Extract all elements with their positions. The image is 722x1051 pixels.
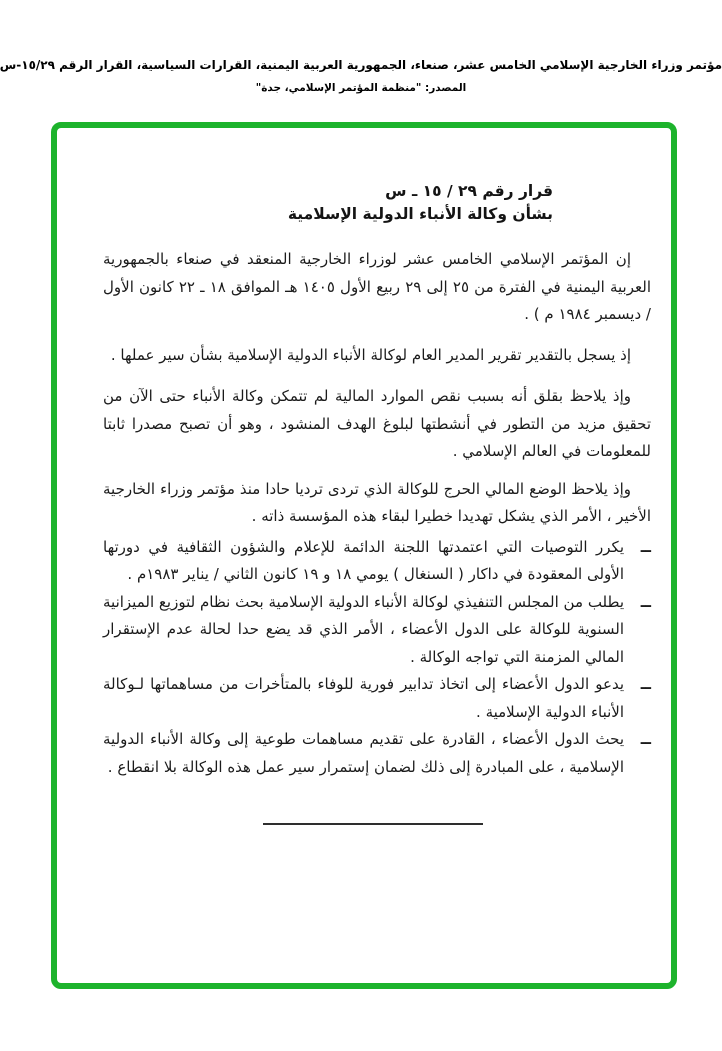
dash-marker: ــ xyxy=(640,675,651,693)
dash-marker: ــ xyxy=(640,730,651,748)
paragraph-preamble: إن المؤتمر الإسلامي الخامس عشر لوزراء الخارجية المنعقد في صنعاء بالجمهورية العربية اليمنية في الفترة من ٢٥ إلى ٢٩ ربيع الأول ١٤٠٥ هـ الموافق ١٨ ـ ٢٢ كانون الأول / ديسمبر ١٩٨٤ م ) . xyxy=(103,250,651,323)
green-scan-frame xyxy=(51,122,677,989)
scan-content xyxy=(57,128,671,983)
resolution-subject-line: بشأن وكالة الأنباء الدولية الإسلامية xyxy=(287,205,553,223)
divider-line xyxy=(263,823,483,825)
list-item-text: يطلب من المجلس التنفيذي لوكالة الأنباء الدولية الإسلامية بحث نظام لتوزيع الميزانية السنوية للوكالة على الدول الأعضاء ، الأمر الذي قد يضع حدا لحالة عدم الإستقرار المالي المزمنة التي تواجه الوكالة . xyxy=(103,592,624,666)
header-citation-line: مؤتمر وزراء الخارجية الإسلامي الخامس عشر، صنعاء، الجمهورية العربية اليمنية، القرارات السياسية، القرار الرقم ٢٩/‏١٥-س xyxy=(0,58,722,72)
dash-marker: ــ xyxy=(640,537,651,556)
paragraph-acknowledgement: إذ يسجل بالتقدير تقرير المدير العام لوكالة الأنباء الدولية الإسلامية بشأن سير عملها . xyxy=(110,345,631,364)
list-item-text: يحث الدول الأعضاء ، القادرة على تقديم مساهمات طوعية إلى وكالة الأنباء الدولية الإسلامية ، على المبادرة إلى ذلك لضمان إستمرار سير عمل هذه الوكالة بلا انقطاع . xyxy=(103,730,624,776)
header-source-line: المصدر: "منظمة المؤتمر الإسلامي، جدة" xyxy=(255,82,467,94)
list-item xyxy=(103,534,651,589)
list-item xyxy=(103,671,651,726)
dash-marker: ــ xyxy=(640,592,651,611)
resolution-title-block xyxy=(103,180,553,226)
list-item xyxy=(103,726,651,781)
document-header xyxy=(0,55,722,96)
list-item-text: يكرر التوصيات التي اعتمدتها اللجنة الدائمة للإعلام والشؤون الثقافية في دورتها الأولى المعقودة في داكار ( السنغال ) يومي ١٨ و ١٩ كانون الثاني / يناير ١٩٨٣م . xyxy=(103,537,624,583)
resolution-number-line: قرار رقم ٢٩ / ١٥ ـ س xyxy=(385,182,553,200)
list-item xyxy=(103,589,651,672)
paragraph-concern-resources: وإذ يلاحظ بقلق أنه بسبب نقص الموارد المالية لم تتمكن وكالة الأنباء حتى الآن من تحقيق مزيد من التطور في أنشطتها لبلوغ الهدف المنشود ، وهو أن تصبح مصدرا ثابتا للمعلومات في العالم الإسلامي . xyxy=(103,387,651,460)
paragraph-concern-finances: وإذ يلاحظ الوضع المالي الحرج للوكالة الذي تردى ترديا حادا منذ مؤتمر وزراء الخارجية الأخير ، الأمر الذي يشكل تهديدا خطيرا لبقاء هذه المؤسسة ذاته . xyxy=(103,479,651,525)
operative-clauses-list xyxy=(103,534,651,782)
list-item-text: يدعو الدول الأعضاء إلى اتخاذ تدابير فورية للوفاء بالمتأخرات من مساهماتها لـوكالة الأنباء الدولية الإسلامية . xyxy=(103,675,624,721)
